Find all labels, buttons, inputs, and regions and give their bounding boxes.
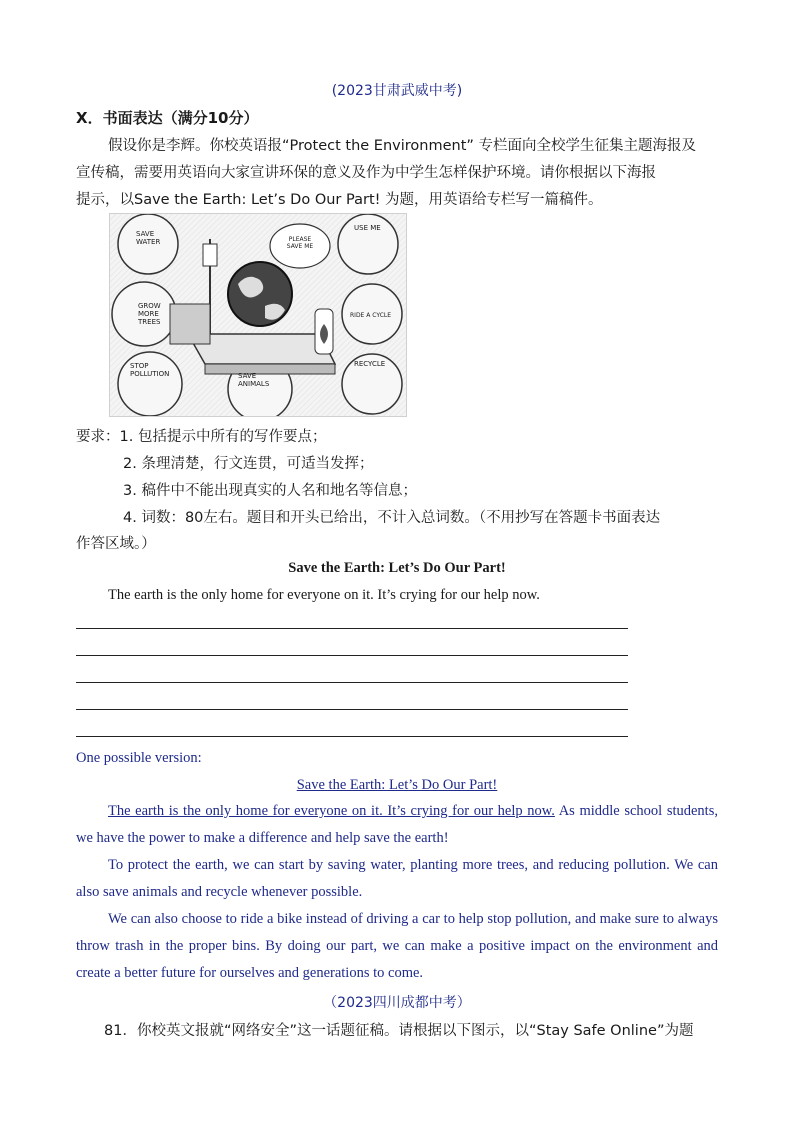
answer-p1-rest: As middle school students, we have the power to make a difference and help save the earth! bbox=[76, 803, 718, 846]
label-save-water: SAVE WATER bbox=[136, 230, 161, 246]
label-recycle: RECYCLE bbox=[354, 360, 386, 368]
requirement-4-cont: 作答区域。） bbox=[76, 536, 156, 552]
answer-line[interactable] bbox=[76, 736, 628, 737]
answer-title: Save the Earth: Let’s Do Our Part! bbox=[296, 777, 498, 793]
poster-illustration bbox=[109, 213, 407, 417]
essay-title: Save the Earth: Let’s Do Our Part! bbox=[288, 560, 506, 576]
requirement-3: 3. 稿件中不能出现真实的人名和地名等信息； bbox=[123, 483, 417, 499]
answer-line[interactable] bbox=[76, 682, 628, 683]
requirement-1: 要求：1. 包括提示中所有的写作要点； bbox=[76, 429, 327, 445]
answer-p1-underlined: The earth is the only home for everyone on it. It’s crying for our help now. bbox=[108, 803, 555, 819]
answer-paragraph-1 bbox=[76, 798, 718, 852]
label-grow-trees: GROW MORE TREES bbox=[138, 302, 161, 326]
label-stop-pollution: STOP POLLUTION bbox=[130, 362, 170, 378]
essay-opening: The earth is the only home for everyone on it. It’s crying for our help now. bbox=[108, 587, 540, 603]
label-save-animals: SAVE ANIMALS bbox=[238, 372, 270, 388]
answer-line[interactable] bbox=[76, 628, 628, 629]
prompt-line-3: 提示，以Save the Earth: Let’s Do Our Part! 为题，用英语给专栏写一篇稿件。 bbox=[76, 192, 603, 208]
prompt-line-1: 假设你是李辉。你校英语报“Protect the Environment” 专栏面向全校学生征集主题海报及 bbox=[108, 138, 696, 154]
answer-label: One possible version: bbox=[76, 750, 202, 766]
earth-icon bbox=[228, 262, 292, 326]
label-please-save-me: PLEASE SAVE ME bbox=[286, 236, 314, 250]
prompt-line-2: 宣传稿，需要用英语向大家宣讲环保的意义及作为中学生怎样保护环境。请你根据以下海报 bbox=[76, 165, 656, 181]
next-question: 81．你校英文报就“网络安全”这一话题征稿。请根据以下图示，以“Stay Safe Online”为题 bbox=[104, 1023, 694, 1039]
source-tag: (2023甘肃武威中考) bbox=[331, 83, 463, 99]
label-ride-cycle: RIDE A CYCLE bbox=[350, 312, 392, 319]
requirement-4: 4. 词数：80左右。题目和开头已给出，不计入总词数。（不用抄写在答题卡书面表达 bbox=[123, 510, 661, 526]
answer-paragraph-2: To protect the earth, we can start by saving water, planting more trees, and reducing pollution. We can also save animals and recycle whenever possible. bbox=[76, 857, 718, 900]
answer-line[interactable] bbox=[76, 655, 628, 656]
requirement-2: 2. 条理清楚，行文连贯，可适当发挥； bbox=[123, 456, 374, 472]
use-me-circle bbox=[338, 214, 398, 274]
source-tag-2: （2023四川成都中考） bbox=[323, 995, 471, 1011]
answer-paragraph-3: We can also choose to ride a bike instead of driving a car to help stop pollution, and make sure to always throw trash in the proper bins. By doing our part, we can make a positive impact on the environment and create a better future for ourselves and generations to come. bbox=[76, 911, 718, 981]
section-heading: X．书面表达（满分10分） bbox=[76, 109, 259, 127]
label-use-me: USE ME bbox=[354, 224, 381, 232]
answer-line[interactable] bbox=[76, 709, 628, 710]
